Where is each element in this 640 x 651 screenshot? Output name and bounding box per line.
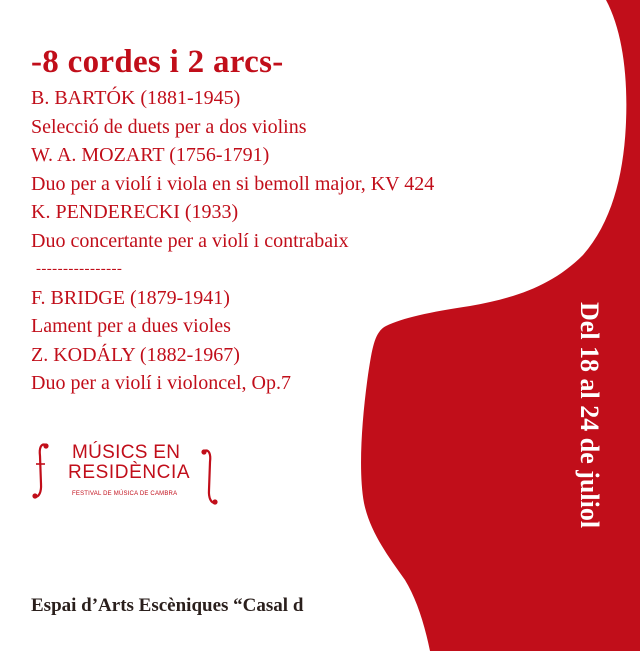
festival-logo [28, 440, 228, 510]
program-work: Selecció de duets per a dos violins [31, 115, 307, 138]
venue-name [31, 595, 367, 617]
program-composer: B. BARTÓK (1881-1945) [31, 87, 241, 109]
program-composer: Z. KODÁLY (1882-1967) [31, 343, 240, 366]
f-hole-left-icon [30, 442, 52, 500]
venue-name-part1: Espai d’Arts Escèniques “Casal d [31, 595, 304, 616]
logo-subtitle: FESTIVAL DE MÚSICA DE CAMBRA [72, 491, 178, 497]
program-composer: W. A. MOZART (1756-1791) [31, 144, 270, 166]
program-list [31, 84, 434, 398]
logo-text-line1: MÚSICS EN [72, 442, 181, 463]
concert-title: -8 cordes i 2 arcs- [31, 44, 284, 80]
program-work: Lament per a dues violes [31, 315, 231, 337]
program-separator: ---------------- [36, 261, 123, 277]
program-composer: F. BRIDGE (1879-1941) [31, 286, 230, 309]
program-work: Duo concertante per a violí i contrabaix [31, 229, 349, 252]
venue-name-part2: ’Alella” [303, 595, 367, 616]
program-work: Duo per a violí i violoncel, Op.7 [31, 372, 291, 394]
festival-dates: Del 18 al 24 de juliol [575, 302, 604, 529]
f-hole-right-icon [198, 448, 220, 506]
logo-text-line2: RESIDÈNCIA [68, 462, 191, 483]
program-composer: K. PENDERECKI (1933) [31, 201, 239, 223]
program-work: Duo per a violí i viola en si bemoll major, KV 424 [31, 172, 435, 195]
